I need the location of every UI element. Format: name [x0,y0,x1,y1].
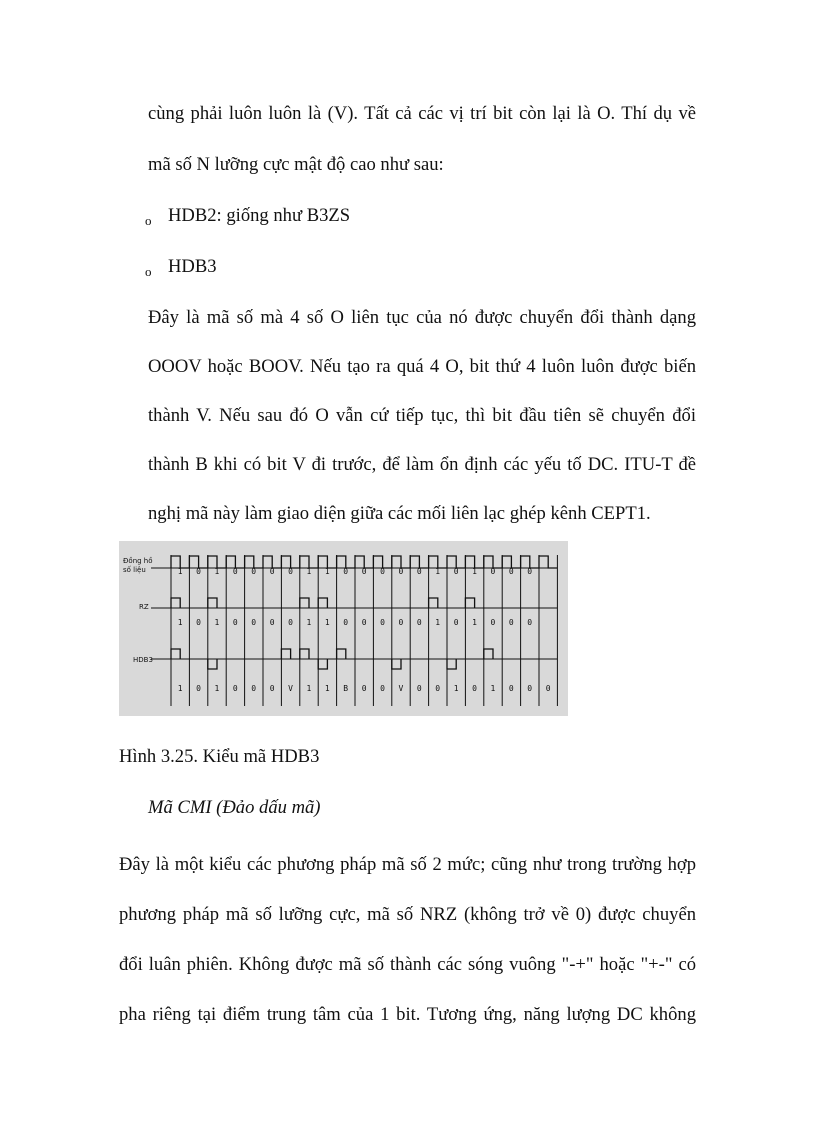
text-line: Đây là mã số mà 4 số O liên tục của nó được chuyển đổi thành dạng [148,307,696,328]
data-bit-label: 0 [232,567,238,576]
rz-bit-label: 0 [416,618,422,627]
data-bit-label: 0 [361,567,367,576]
text-line: nghị mã này làm giao diện giữa các mối liên lạc ghép kênh CEPT1. [148,503,651,524]
bullet-marker: o [145,264,152,279]
data-bit-label: 1 [324,567,330,576]
hdb3-bit-label: 0 [545,684,551,693]
data-bit-label: 1 [306,567,312,576]
data-bit-label: 0 [416,567,422,576]
data-bit-label: 0 [398,567,404,576]
rz-bit-label: 0 [343,618,349,627]
rz-bit-label: 1 [177,618,183,627]
hdb3-bit-label: 0 [251,684,257,693]
data-bit-label: 0 [288,567,293,576]
rz-pulse [318,598,327,608]
section-subheading: Mã CMI (Đảo dấu mã) [148,797,321,818]
rz-pulse [208,598,217,608]
data-bit-label: 1 [435,567,441,576]
rz-bit-label: 1 [472,618,477,627]
hdb3-pulse [392,659,401,669]
text-line: Đây là một kiểu các phương pháp mã số 2 mức; cũng như trong trường hợp [119,854,696,875]
data-bit-label: 0 [251,567,257,576]
data-bit-label: 1 [177,567,183,576]
data-bit-label: 0 [508,567,514,576]
text-line: mã số N lưỡng cực mật độ cao như sau: [148,154,444,175]
data-bit-label: 0 [196,567,201,576]
bullet-text: HDB3 [168,256,217,277]
hdb3-bit-label: 0 [472,684,477,693]
hdb3-pulse [318,659,327,669]
hdb3-pulse [447,659,456,669]
rz-bit-label: 0 [232,618,238,627]
hdb3-pulse [300,649,309,659]
hdb3-bit-label: 1 [453,684,459,693]
hdb3-pulse [281,649,290,659]
data-bit-label: 0 [343,567,349,576]
hdb3-pulse [171,649,180,659]
rz-bit-label: 1 [306,618,312,627]
hdb3-bit-label: V [288,684,293,693]
row-label-rz: RZ [139,603,149,611]
row-label-data: số liệu [123,566,146,574]
hdb3-bit-label: 1 [490,684,496,693]
hdb3-pulse [208,659,217,669]
rz-bit-label: 0 [453,618,459,627]
rz-bit-label: 0 [288,618,293,627]
hdb3-bit-label: 0 [232,684,238,693]
data-bit-label: 1 [472,567,477,576]
rz-bit-label: 0 [490,618,496,627]
text-line: cùng phải luôn luôn là (V). Tất cả các vị trí bit còn lại là O. Thí dụ về [148,103,696,124]
bullet-marker: o [145,213,152,228]
hdb3-bit-label: 0 [380,684,385,693]
text-line: phương pháp mã số lưỡng cực, mã số NRZ (không trở về 0) được chuyển [119,904,696,925]
rz-bit-label: 0 [508,618,514,627]
hdb3-bit-label: 0 [196,684,201,693]
rz-bit-label: 0 [398,618,404,627]
row-label-hdb3: HDB3 [133,656,153,664]
text-line: OOOV hoặc BOOV. Nếu tạo ra quá 4 O, bit thứ 4 luôn luôn được biến [148,356,696,377]
rz-bit-label: 0 [380,618,385,627]
hdb3-bit-label: B [343,684,349,693]
rz-bit-label: 1 [435,618,441,627]
hdb3-bit-label: 1 [214,684,220,693]
hdb3-pulse [484,649,493,659]
text-line: thành V. Nếu sau đó O vẫn cứ tiếp tục, thì bit đầu tiên sẽ chuyển đổi [148,405,696,426]
rz-pulse [465,598,474,608]
hdb3-bit-label: 0 [527,684,533,693]
data-bit-label: 1 [214,567,220,576]
data-bit-label: 0 [380,567,385,576]
hdb3-bit-label: 0 [435,684,441,693]
waveform-diagram [119,541,568,716]
rz-bit-label: 0 [196,618,201,627]
text-line: pha riêng tại điểm trung tâm của 1 bit. Tương ứng, năng lượng DC không [119,1004,696,1025]
text-line: thành B khi có bit V đi trước, để làm ổn định các yếu tố DC. ITU-T đề [148,454,696,475]
rz-bit-label: 1 [324,618,330,627]
rz-pulse [429,598,438,608]
row-label-clock: Đồng hồ [123,557,153,565]
hdb3-bit-label: 0 [508,684,514,693]
rz-pulse [171,598,180,608]
rz-bit-label: 0 [251,618,257,627]
figure-caption: Hình 3.25. Kiểu mã HDB3 [119,746,320,767]
rz-pulse [300,598,309,608]
hdb3-waveform-figure [119,541,568,716]
rz-bit-label: 1 [214,618,220,627]
bullet-text: HDB2: giống như B3ZS [168,205,351,226]
hdb3-bit-label: V [398,684,404,693]
hdb3-bit-label: 0 [361,684,367,693]
data-bit-label: 0 [453,567,459,576]
rz-bit-label: 0 [527,618,533,627]
data-bit-label: 0 [269,567,275,576]
text-line: đổi luân phiên. Không được mã số thành các sóng vuông "-+" hoặc "+-" có [119,954,696,975]
hdb3-bit-label: 1 [306,684,312,693]
hdb3-bit-label: 1 [177,684,183,693]
rz-bit-label: 0 [269,618,275,627]
rz-bit-label: 0 [361,618,367,627]
hdb3-bit-label: 1 [324,684,330,693]
hdb3-bit-label: 0 [416,684,422,693]
data-bit-label: 0 [527,567,533,576]
data-bit-label: 0 [490,567,496,576]
hdb3-pulse [337,649,346,659]
hdb3-bit-label: 0 [269,684,275,693]
